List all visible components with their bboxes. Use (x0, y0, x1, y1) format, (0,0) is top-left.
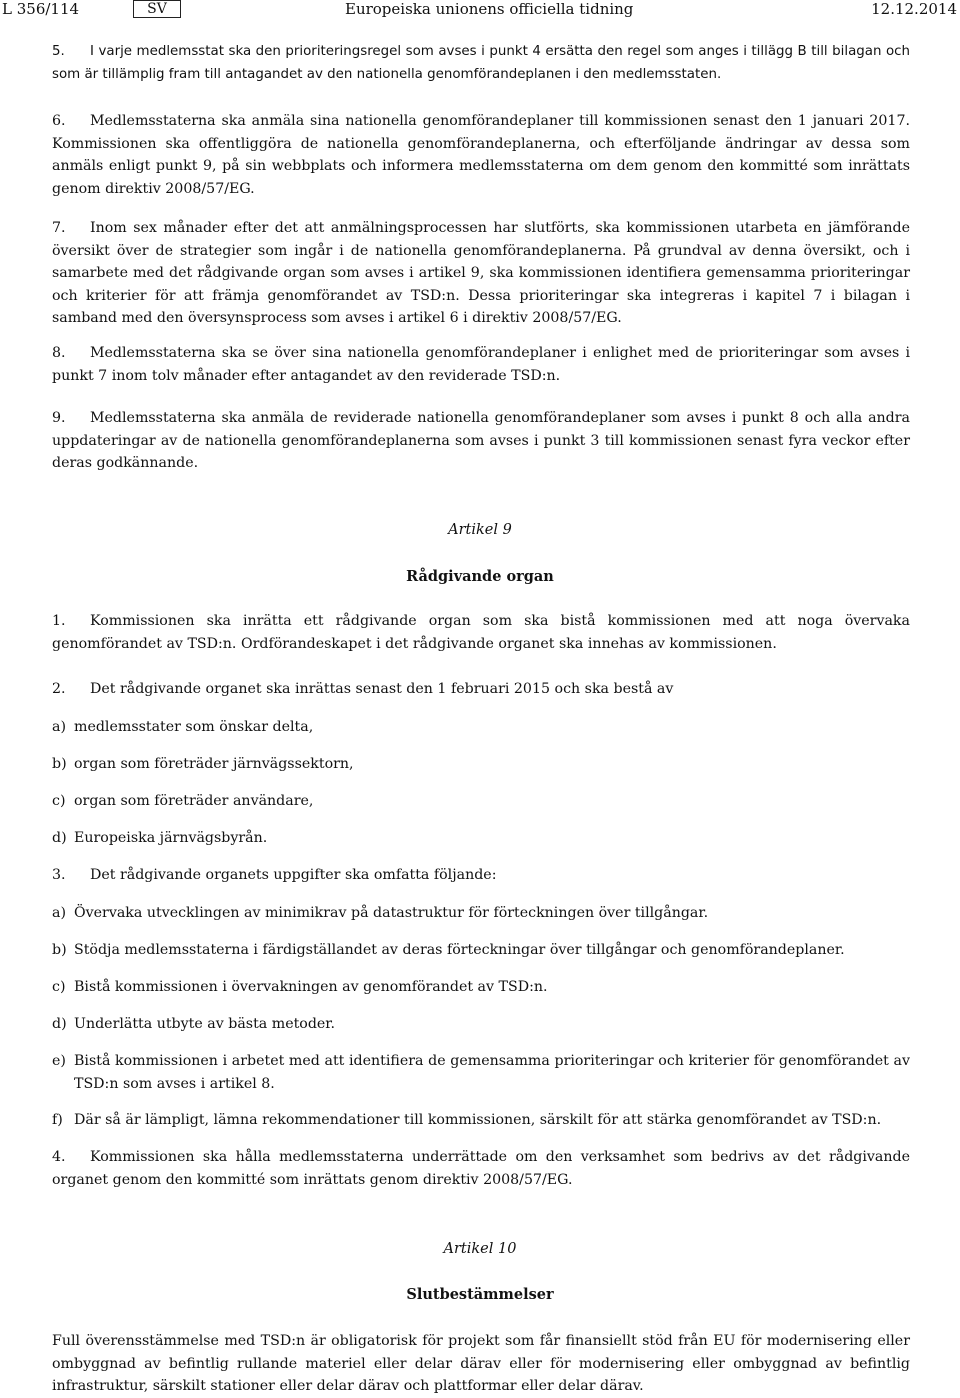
list-item-label: c) (52, 979, 66, 995)
paragraph-number: 4. (52, 1149, 66, 1165)
paragraph-number: 7. (52, 220, 66, 236)
list-item-text: Övervaka utvecklingen av minimikrav på datastruktur för förteckningen över tillgångar. (74, 905, 709, 921)
language-box: SV (133, 0, 181, 18)
paragraph-number: 6. (52, 113, 66, 129)
list-item-text: Där så är lämpligt, lämna rekommendationer till kommissionen, särskilt för att stärka genomförandet av TSD:n. (74, 1112, 882, 1128)
paragraph-7 (52, 217, 910, 330)
paragraph-number: 3. (52, 867, 66, 883)
page-header (0, 0, 960, 22)
paragraph-6 (52, 110, 910, 200)
list-item-label: a) (52, 719, 66, 735)
article-10-title: Slutbestämmelser (406, 1286, 554, 1303)
paragraph-text: Medlemsstaterna ska anmäla sina nationella genomförandeplaner till kommissionen senast den 1 januari 2017. Kommissionen ska offentliggöra de nationella genomförandeplanerna, och efterföljande ändringar av dessa som anmäls enligt punkt 9, på sin webbplats och informera medlemsstaterna om dem genom den kommitté som inrättats genom direktiv 2008/57/EG. (52, 113, 910, 197)
paragraph-number: 8. (52, 345, 66, 361)
article-9-title: Rådgivande organ (406, 568, 554, 585)
art10-paragraph: Full överensstämmelse med TSD:n är obligatorisk för projekt som får finansiellt stöd från EU för modernisering eller ombyggnad av befintlig rullande materiel eller delar därav eller för modernisering eller ombyggnad av befintlig infrastruktur, särskilt stationer eller delar därav och plattformar eller delar därav. (52, 1333, 910, 1394)
paragraph-text: Kommissionen ska inrätta ett rådgivande organ som ska bistå kommissionen med att noga övervaka genomförandet av TSD:n. Ordförandeskapet i det rådgivande organet ska innehas av kommissionen. (52, 613, 910, 652)
list-item (52, 939, 910, 962)
list-item-text: Bistå kommissionen i arbetet med att identifiera de gemensamma prioriteringar och kriterier för genomförandet av TSD:n som avses i artikel 8. (74, 1053, 910, 1092)
list-item-text: Bistå kommissionen i övervakningen av genomförandet av TSD:n. (74, 979, 548, 995)
list-item-text: Europeiska järnvägsbyrån. (74, 830, 268, 846)
list-item-text: organ som företräder användare, (74, 793, 314, 809)
list-item-label: b) (52, 942, 67, 958)
list-item (52, 1109, 910, 1132)
paragraph-text: Medlemsstaterna ska anmäla de reviderade nationella genomförandeplaner som avses i punkt 8 och alla andra uppdateringar av de nationella genomförandeplanerna som avses i punkt 3 till kommissionen senast fyra veckor efter deras godkännande. (52, 410, 910, 471)
list-item-label: e) (52, 1053, 66, 1069)
article-9-heading: Artikel 9 (448, 522, 512, 538)
art9-paragraph-1 (52, 610, 910, 655)
paragraph-8 (52, 342, 910, 387)
list-item-label: c) (52, 793, 66, 809)
paragraph-text: Det rådgivande organet ska inrättas senast den 1 februari 2015 och ska bestå av (90, 681, 674, 697)
journal-title: Europeiska unionens officiella tidning (345, 0, 634, 18)
list-item-text: Stödja medlemsstaterna i färdigställandet av deras förteckningar över tillgångar och genomförandeplaner. (74, 942, 845, 958)
page-reference: L 356/114 (2, 0, 80, 18)
paragraph-5 (52, 41, 910, 86)
list-item (52, 1050, 910, 1095)
article-10-heading: Artikel 10 (443, 1241, 517, 1257)
list-item-label: b) (52, 756, 67, 772)
paragraph-text: I varje medlemsstat ska den prioriteringsregel som avses i punkt 4 ersätta den regel som anges i tillägg B till bilagan och som är tillämplig fram till antagandet av den nationella genomförandeplanen i den medlemsstaten. (52, 44, 910, 82)
paragraph-text: Inom sex månader efter det att anmälningsprocessen har slutförts, ska kommissionen utarbeta en jämförande översikt över de strategier som ingår i de nationella genomförandeplanerna. På grundval av denna översikt, och i samarbete med det rådgivande organ som avses i artikel 9, ska kommissionen identifiera gemensamma prioriteringar och kriterier för att främja genomförandet av TSD:n. Dessa prioriteringar ska integreras i kapitel 7 i bilagan i samband med den översynsprocess som avses i artikel 6 i direktiv 2008/57/EG. (52, 220, 910, 326)
art9-paragraph-2 (52, 678, 910, 701)
paragraph-number: 2. (52, 681, 66, 697)
list-item (52, 827, 910, 850)
list-item (52, 1013, 910, 1036)
publication-date: 12.12.2014 (871, 0, 957, 18)
list-item-label: d) (52, 1016, 67, 1032)
list-item-text: Underlätta utbyte av bästa metoder. (74, 1016, 336, 1032)
list-item (52, 753, 910, 776)
list-item-label: d) (52, 830, 67, 846)
paragraph-number: 1. (52, 613, 66, 629)
art9-paragraph-4 (52, 1146, 910, 1191)
list-item (52, 790, 910, 813)
list-item (52, 902, 910, 925)
list-item-label: f) (52, 1112, 63, 1128)
paragraph-number: 9. (52, 410, 66, 426)
art9-paragraph-3 (52, 864, 910, 887)
paragraph-number: 5. (52, 44, 65, 59)
paragraph-text: Medlemsstaterna ska se över sina nationella genomförandeplaner i enlighet med de prioriteringar som avses i punkt 7 inom tolv månader efter antagandet av den reviderade TSD:n. (52, 345, 910, 384)
paragraph-9 (52, 407, 910, 475)
list-item-text: organ som företräder järnvägssektorn, (74, 756, 354, 772)
list-item-text: medlemsstater som önskar delta, (74, 719, 314, 735)
paragraph-text: Kommissionen ska hålla medlemsstaterna underrättade om den verksamhet som bedrivs av det rådgivande organet genom den kommitté som inrättats genom direktiv 2008/57/EG. (52, 1149, 910, 1188)
list-item-label: a) (52, 905, 66, 921)
paragraph-text: Det rådgivande organets uppgifter ska omfatta följande: (90, 867, 497, 883)
list-item (52, 716, 910, 739)
list-item (52, 976, 910, 999)
